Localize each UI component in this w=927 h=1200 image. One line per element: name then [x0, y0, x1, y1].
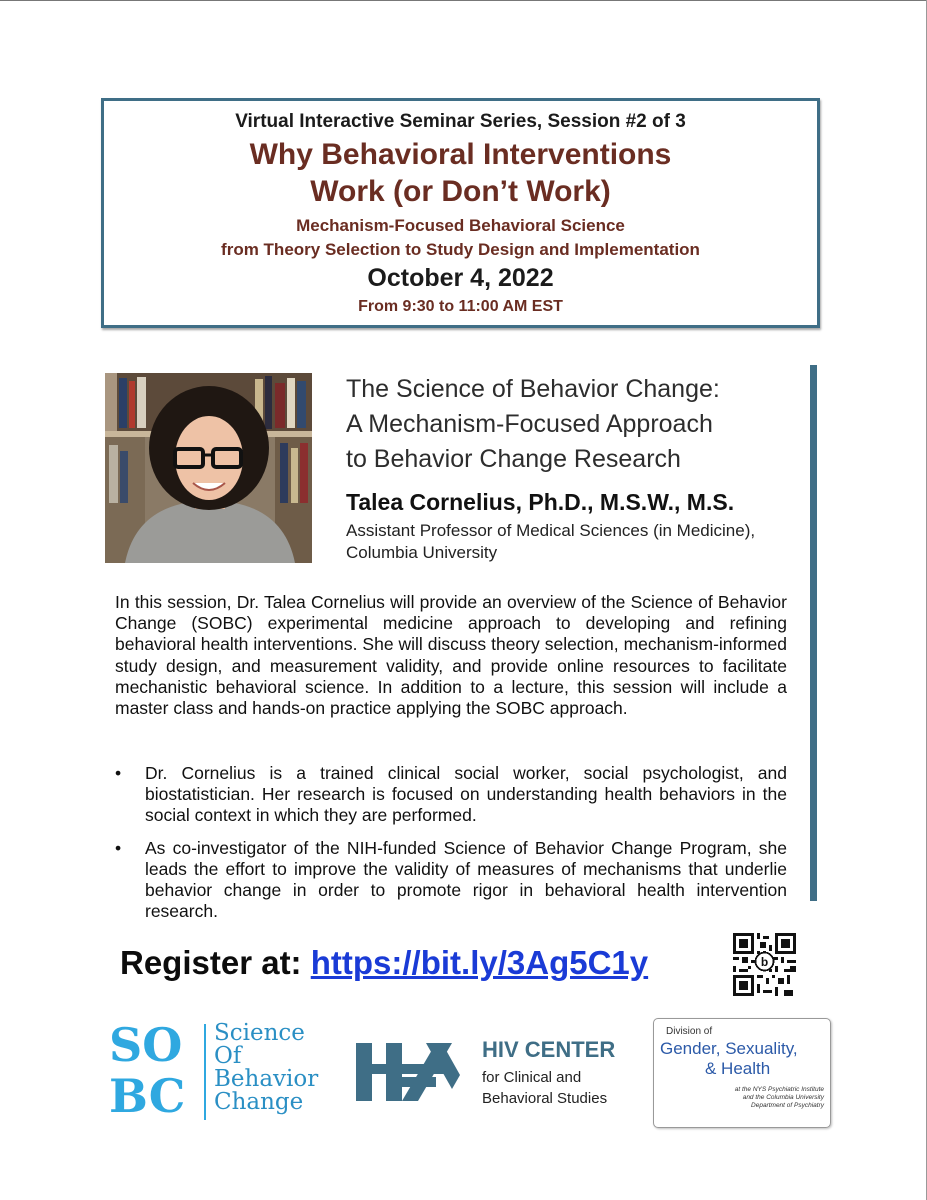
list-item-text: As co-investigator of the NIH-funded Science of Behavior Change Program, she leads the effort to improve the validity of measures of mechanisms that underlie behavior change in order to promote rigor in behavioral health intervention research. — [145, 837, 787, 922]
gsh-affiliation-line: Department of Psychiatry — [751, 1102, 824, 1109]
sobc-divider — [204, 1024, 206, 1120]
event-subtitle: from Theory Selection to Study Design and Implementation — [221, 240, 700, 259]
sobc-word: Change — [214, 1089, 304, 1115]
gsh-affiliation-line: and the Columbia University — [742, 1094, 824, 1101]
gsh-title — [660, 1039, 798, 1079]
sobc-word: Behavior — [214, 1066, 319, 1092]
gsh-affiliation — [714, 1086, 824, 1110]
page-edge — [0, 0, 927, 1]
gsh-affiliation-line: at the NYS Psychiatric Institute — [734, 1086, 824, 1093]
speaker-photo — [105, 373, 312, 563]
hiv-subtitle-line: Behavioral Studies — [482, 1090, 608, 1107]
bullet-icon: • — [115, 763, 122, 783]
list-item — [115, 763, 787, 827]
sobc-words — [214, 1022, 318, 1114]
sobc-letters: BC — [109, 1069, 186, 1123]
session-description: In this session, Dr. Talea Cornelius will provide an overview of the Science of Behavior Change (SOBC) experimental medicine approach to developing and refining behavioral health interventions. She will discuss theory selection, mechanism-informed study design, and measurement validity, and provide online resources to facilitate mechanistic behavioral science. In addition to a lecture, this session will include a master class and hands-on practice applying the SOBC approach. — [115, 592, 787, 719]
list-item — [115, 838, 787, 923]
header-box — [101, 98, 820, 328]
gsh-title-line: Gender, Sexuality, — [660, 1039, 798, 1058]
sobc-logo — [109, 1020, 349, 1125]
register-line — [120, 944, 648, 982]
event-time: From 9:30 to 11:00 AM EST — [358, 298, 563, 315]
qr-code[interactable] — [733, 933, 796, 996]
event-title: Why Behavioral Interventions — [249, 138, 672, 171]
series-label: Virtual Interactive Seminar Series, Session #2 of 3 — [235, 111, 686, 132]
gsh-title-line: & Health — [705, 1059, 771, 1078]
bullet-icon: • — [115, 837, 122, 858]
sobc-word: Science — [214, 1020, 305, 1046]
talk-title-line: A Mechanism-Focused Approach — [346, 410, 713, 438]
hiv-subtitle-line: for Clinical and — [482, 1069, 582, 1086]
talk-title-line: The Science of Behavior Change: — [346, 375, 720, 403]
speaker-affiliation: Assistant Professor of Medical Sciences (in Medicine), Columbia University — [346, 521, 756, 562]
svg-text:b: b — [760, 955, 769, 969]
sobc-word: Of — [214, 1043, 242, 1069]
bio-list — [115, 763, 787, 933]
event-title: Work (or Don’t Work) — [310, 175, 611, 208]
hiv-mark-icon — [356, 1037, 476, 1107]
side-rule — [810, 365, 817, 901]
hiv-center-name: HIV CENTER — [482, 1037, 616, 1062]
gsh-division-label: Division of — [666, 1026, 713, 1037]
register-label: Register at: — [120, 944, 302, 981]
gsh-division-logo — [653, 1018, 831, 1128]
event-subtitle: Mechanism-Focused Behavioral Science — [296, 216, 625, 235]
talk-title — [346, 372, 806, 477]
speaker-name: Talea Cornelius, Ph.D., M.S.W., M.S. — [346, 489, 735, 515]
event-date: October 4, 2022 — [367, 264, 554, 292]
talk-title-line: to Behavior Change Research — [346, 445, 681, 473]
sobc-letters: SO — [109, 1018, 183, 1072]
list-item-text: Dr. Cornelius is a trained clinical social worker, social psychologist, and biostatistician. Her research is focused on understanding health behaviors in the social context in which they are performed. — [145, 763, 787, 826]
register-link[interactable]: https://bit.ly/3Ag5C1y — [310, 944, 649, 981]
hiv-center-logo — [356, 1037, 636, 1109]
hiv-center-subtitle — [482, 1067, 607, 1109]
